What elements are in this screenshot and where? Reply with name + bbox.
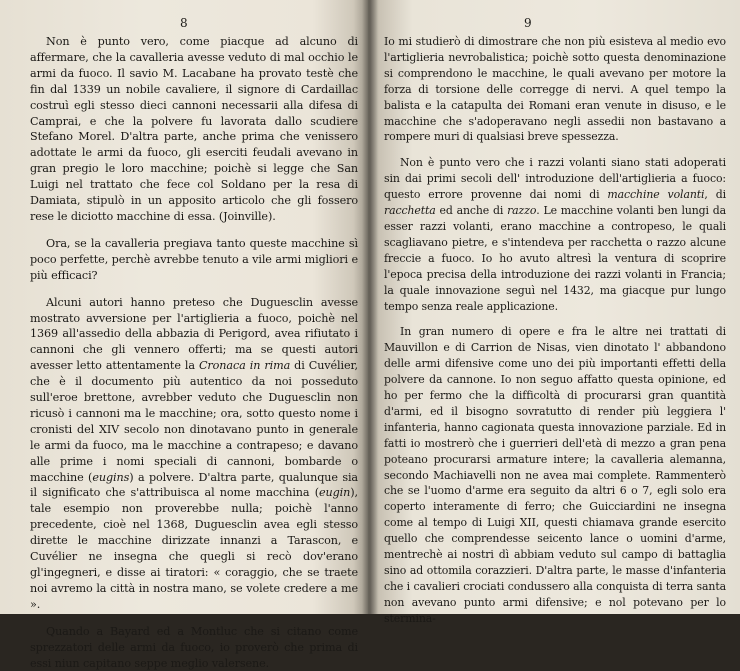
italic-title: Cronaca in rima	[198, 359, 291, 373]
italic-term: razzo	[507, 204, 537, 218]
paragraph-nevrobalistica: Io mi studierò di dimostrare che non più esisteva al medio evo l'artiglieria nevrobalistica; poichè sotto questa denominazione si comprendono le macchine, le quali avevano per motore la forza di torsione delle corregge di nervi. A quel tempo la balista e la catapulta dei Romani eran venute in disuso, e le macchine che s'adoperavano negli assedii non bastavano a rompere muri di qualsiasi breve spessezza.	[384, 35, 726, 144]
paragraph-bayard: Quando a Bayard ed a Montluc che si citano come sprezzatori delle armi da fuoco, io proverò che prima di essi niun capitano seppe meglio valersene.	[30, 624, 358, 670]
right-page	[368, 0, 740, 625]
italic-term: eugin	[318, 486, 351, 500]
left-page	[0, 0, 368, 670]
paragraph-text: . Le macchine volanti ben lungi da esser razzi volanti, erano macchine a contropeso, le quali scagliavano pietre, e s'intendeva per racchetta o razzo alcune freccie a fuoco. Io ho avuto altresì la ventura di scoprire l'epoca precisa della introduzione dei razzi volanti in Francia; la quale innovazione seguì nel 1432, ma giacque pur lungo tempo senza reale applicazione.	[384, 204, 727, 313]
paragraph-text: ), tale esempio non proverebbe nulla; poichè l'anno precedente, cioè nel 1368, Duguesclin avea egli stesso dirette le macchine dirizzate innanzi a Tarascon, e Cuvélier ne insegna che quegli si recò dov'erano gl'ingegneri, e disse ai tiratori: « coraggio, che se traete noi avremo la città in nostra mano, se volete credere a me ».	[30, 486, 358, 611]
paragraph-text: ) a polvere. D'altra parte, qualunque sia il significato che s'attribuisca al nome macchina (	[30, 470, 359, 500]
paragraph-razzi	[384, 155, 726, 314]
paragraph-text: Non è punto vero che i razzi volanti siano stati adoperati sin dai primi secoli dell' introduzione dell'artiglieria a fuoco: questo errore provenne dai nomi di	[384, 156, 726, 202]
paragraph-text: , di	[704, 188, 726, 202]
paragraph-duguesclin	[30, 295, 358, 613]
paragraph-armi-difensive: In gran numero di opere e fra le altre nei trattati di Mauvillon e di Carrion de Nisas, vien dinotato l' abbandono delle armi difensive come uno dei più importanti effetti della polvere da cannone. Io non seguo affatto questa opinione, ed ho per fermo che la difficoltà di procurarsi gran quantità d'armi, ed il bisogno sovratutto di render più leggiera l' infanteria, hanno cagionata questa innovazione parziale. Ed in fatti io mostrerò che i guerrieri dell'età di mezzo a gran pena poteano procurarsi armature intere; la cavalleria alemanna, secondo Machiavelli non ne avea mai complete. Rammenterò che se l'uomo d'arme era seguito da altri 6 o 7, egli solo era coperto interamente di ferro; che Guicciardini ne insegna come al tempo di Luigi XII, questi chiamava grande esercito quello che comprendesse seicento lance o uomini d'arme, mentrechè ai nostri dì abbiam veduto sul campo di battaglia sino ad ottomila corazzieri. D'altra parte, le masse d'infanteria che i cavalieri crociati condussero alla conquista di terra santa non avevano punto armi difensive; e nol potevano per lo stermina-	[384, 325, 726, 625]
italic-term: eugins	[92, 470, 130, 484]
paragraph-text: Alcuni autori hanno preteso che Duguesclin avesse mostrato avversione per l'artiglieria a fuoco, poichè nel 1369 all'assedio della abbazia di Perigord, avea rifiutato i cannoni che gli vennero offerti; ma se questi autori avesser letto attentamente la	[30, 295, 358, 373]
italic-term: macchine volanti	[607, 188, 705, 202]
paragraph-ora: Ora, se la cavalleria pregiava tanto queste macchine sì poco perfette, perchè avrebbe tenuto a vile armi migliori e più efficaci?	[30, 236, 358, 282]
paragraph-text: di Cuvélier, che è il documento più autentico da noi posseduto sull'eroe brettone, avrebber veduto che Duguesclin non ricusò i cannoni ma le macchine; ora, sotto questo nome i cronisti del XIV secolo non dinotavano punto in generale le armi da fuoco, ma le macchine a contrapeso; e davano alle prime i nomi speciali di cannoni, bombarde o macchine (	[30, 359, 359, 484]
italic-term: racchetta	[384, 204, 436, 218]
paragraph-text: ed anche di	[435, 204, 508, 218]
page-number-right: 9	[524, 16, 532, 30]
page-number-left: 8	[180, 16, 188, 30]
paragraph-cavalleria: Non è punto vero, come piacque ad alcuno di affermare, che la cavalleria avesse veduto di mal occhio le armi da fuoco. Il savio M. Lacabane ha provato testè che fin dal 1339 un nobile cavaliere, il signore di Cardaillac costruì egli stesso dieci cannoni necessarii alla difesa di Camprai, e che la polvere fu lavorata dallo scudiere Stefano Morel. D'altra parte, anche prima che venissero adottate le armi da fuoco, gli eserciti feudali avevano in gran pregio le loro macchine; poichè si legge che San Luigi nel trattato che fece col Soldano per la resa di Damiata, stipulò in un apposito articolo che gli fossero rese le diciotto macchine di essa. (Joinville).	[30, 35, 358, 223]
